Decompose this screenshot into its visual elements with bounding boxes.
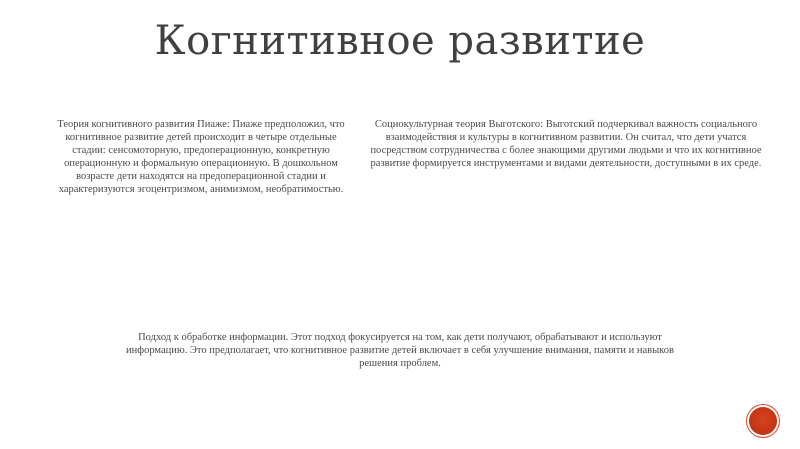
- vygotsky-theory-text: Социокультурная теория Выготского: Выготский подчеркивал важность социального взаимодействия и культуры в когнитивном развитии. Он считал, что дети учатся посредством сотрудничества с более знающими другими людьми и что их когнитивное развитие формируется инструментами и видами деятельности, доступными в их среде.: [370, 119, 762, 169]
- piaget-theory-text: Теория когнитивного развития Пиаже: Пиаже предположил, что когнитивное развитие детей происходит в четыре отдельные стадии: сенсомоторную, предоперационную, конкретную операционную и формальную операционную. В дошкольном возрасте дети находятся на предоперационной стадии и характеризуются эгоцентризмом, анимизмом, необратимостью.: [57, 119, 345, 195]
- circle-button-icon[interactable]: [749, 407, 777, 435]
- information-processing-text: Подход к обработке информации. Этот подход фокусируется на том, как дети получают, обрабатывают и используют информацию. Это предполагает, что когнитивное развитие детей включает в себя улучшение внимания, памяти и навыков решения проблем.: [126, 332, 674, 369]
- slide-title: Когнитивное развитие: [154, 18, 646, 64]
